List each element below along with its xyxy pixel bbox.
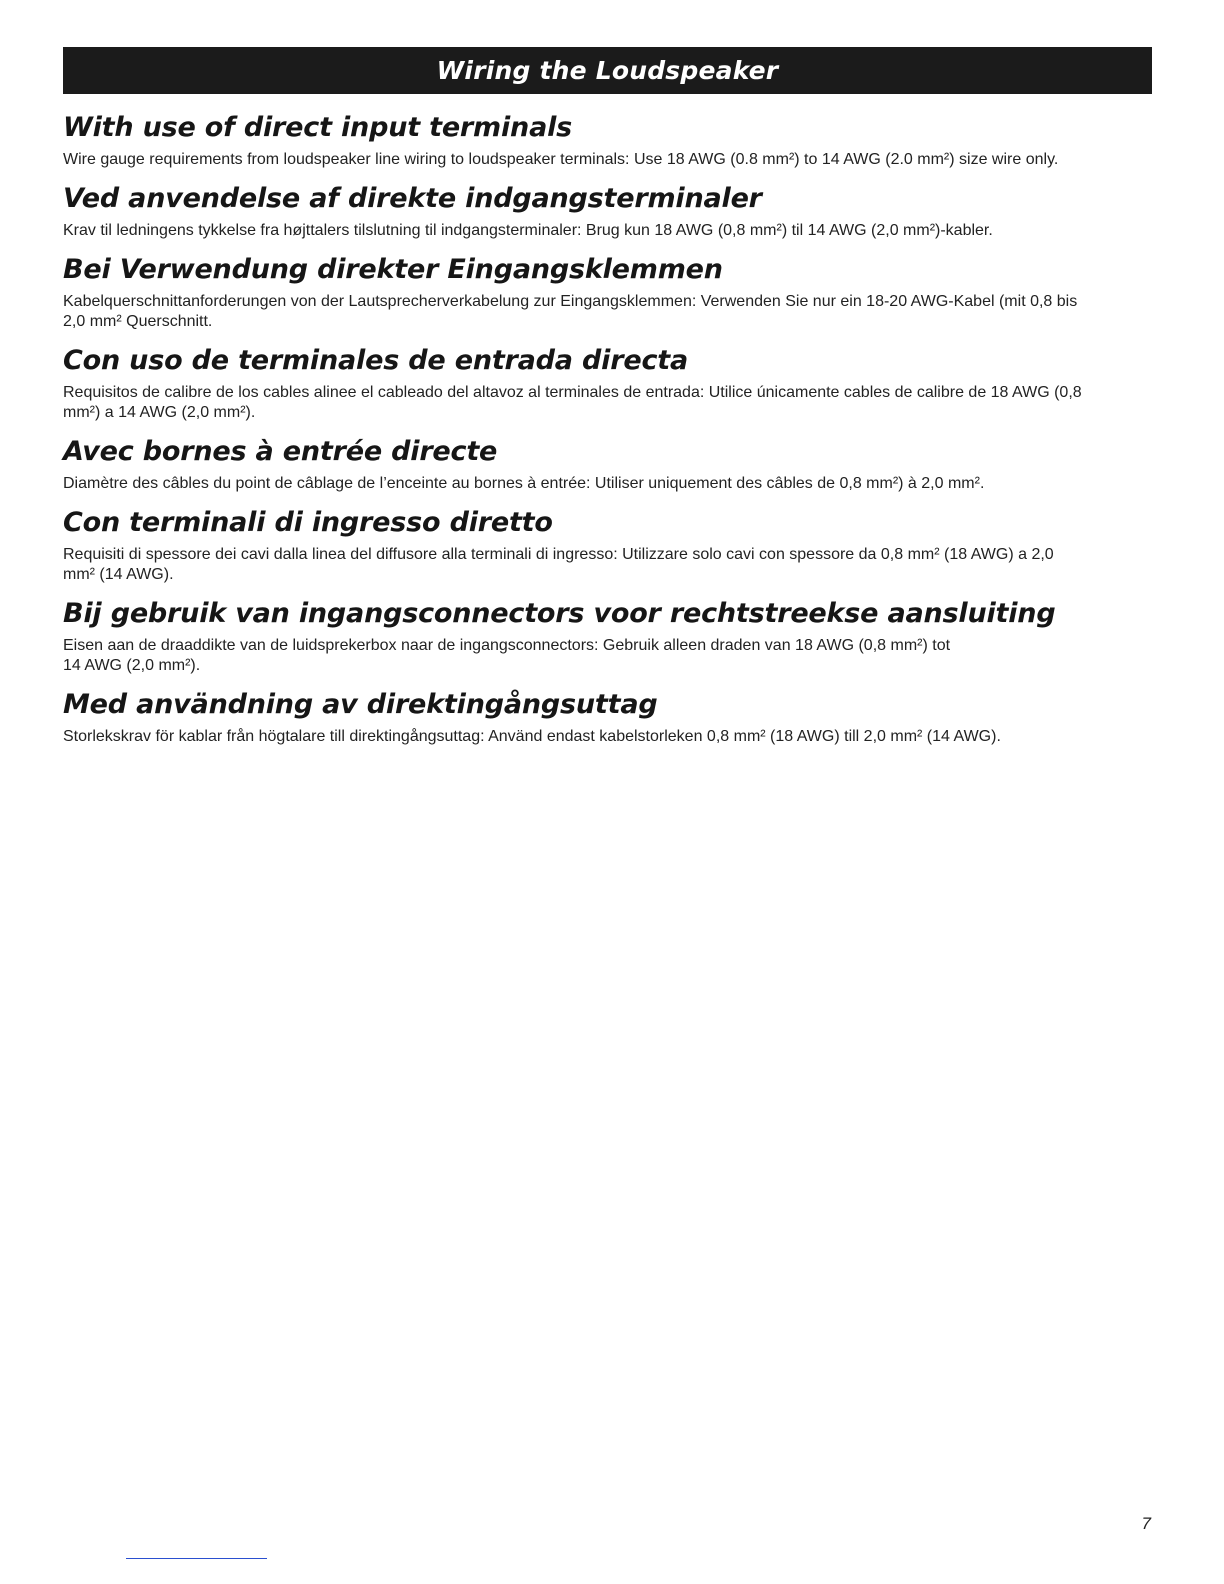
body-line: mm²) a 14 AWG (2,0 mm²).	[63, 404, 256, 421]
section-spanish	[63, 344, 1152, 423]
section-heading: Med användning av direktingångsuttag	[63, 689, 658, 720]
body-line: Wire gauge requirements from loudspeaker line wiring to loudspeaker terminals: Use 18 AWG (0.8 mm²) to 14 AWG (2.0 mm²) size wire only.	[63, 151, 1059, 168]
section-heading: Bei Verwendung direkter Eingangsklemmen	[63, 254, 723, 285]
section-english	[63, 111, 1152, 170]
section-heading: Con uso de terminales de entrada directa	[63, 345, 688, 376]
section-body	[63, 292, 1152, 332]
section-dutch	[63, 597, 1152, 676]
body-line: Krav til ledningens tykkelse fra højttalers tilslutning til indgangsterminaler: Brug kun 18 AWG (0,8 mm²) til 14 AWG (2,0 mm²)-kabler.	[63, 222, 993, 239]
page-title: Wiring the Loudspeaker	[436, 56, 779, 85]
body-line: mm² (14 AWG).	[63, 566, 174, 583]
section-heading: Avec bornes à entrée directe	[63, 436, 498, 467]
section-heading: Ved anvendelse af direkte indgangsterminaler	[63, 183, 762, 214]
body-line: Requisiti di spessore dei cavi dalla linea del diffusore alla terminali di ingresso: Utilizzare solo cavi con spessore da 0,8 mm² (18 AWG) a 2,0	[63, 546, 1054, 563]
section-italian	[63, 506, 1152, 585]
section-german	[63, 253, 1152, 332]
section-danish	[63, 182, 1152, 241]
section-heading: Bij gebruik van ingangsconnectors voor rechtstreekse aansluiting	[63, 598, 1056, 629]
content	[63, 111, 1152, 759]
body-line: Diamètre des câbles du point de câblage de l’enceinte au bornes à entrée: Utiliser uniquement des câbles de 0,8 mm²) à 2,0 mm².	[63, 475, 985, 492]
body-line: Storlekskrav för kablar från högtalare till direktingångsuttag: Använd endast kabelstorleken 0,8 mm² (18 AWG) till 2,0 mm² (14 AWG).	[63, 728, 1001, 745]
section-body	[63, 150, 1152, 170]
body-line: 2,0 mm² Querschnitt.	[63, 313, 213, 330]
section-body	[63, 383, 1152, 423]
body-line: 14 AWG (2,0 mm²).	[63, 657, 201, 674]
section-heading: Con terminali di ingresso diretto	[63, 507, 553, 538]
body-line: Eisen aan de draaddikte van de luidsprekerbox naar de ingangsconnectors: Gebruik alleen draden van 18 AWG (0,8 mm²) tot	[63, 637, 951, 654]
section-body	[63, 636, 1152, 676]
body-line: Kabelquerschnittanforderungen von der Lautsprecherverkabelung zur Eingangsklemmen: Verwenden Sie nur ein 18-20 AWG-Kabel (mit 0,8 bis	[63, 293, 1078, 310]
section-french	[63, 435, 1152, 494]
page-number: 7	[1141, 1514, 1151, 1533]
section-swedish	[63, 688, 1152, 747]
section-body	[63, 727, 1152, 747]
section-body	[63, 221, 1152, 241]
footer-divider	[126, 1558, 267, 1559]
body-line: Requisitos de calibre de los cables alinee el cableado del altavoz al terminales de entrada: Utilice únicamente cables de calibre de 18 AWG (0,8	[63, 384, 1082, 401]
section-body	[63, 545, 1152, 585]
title-banner	[63, 47, 1152, 94]
section-body	[63, 474, 1152, 494]
section-heading: With use of direct input terminals	[63, 112, 573, 143]
